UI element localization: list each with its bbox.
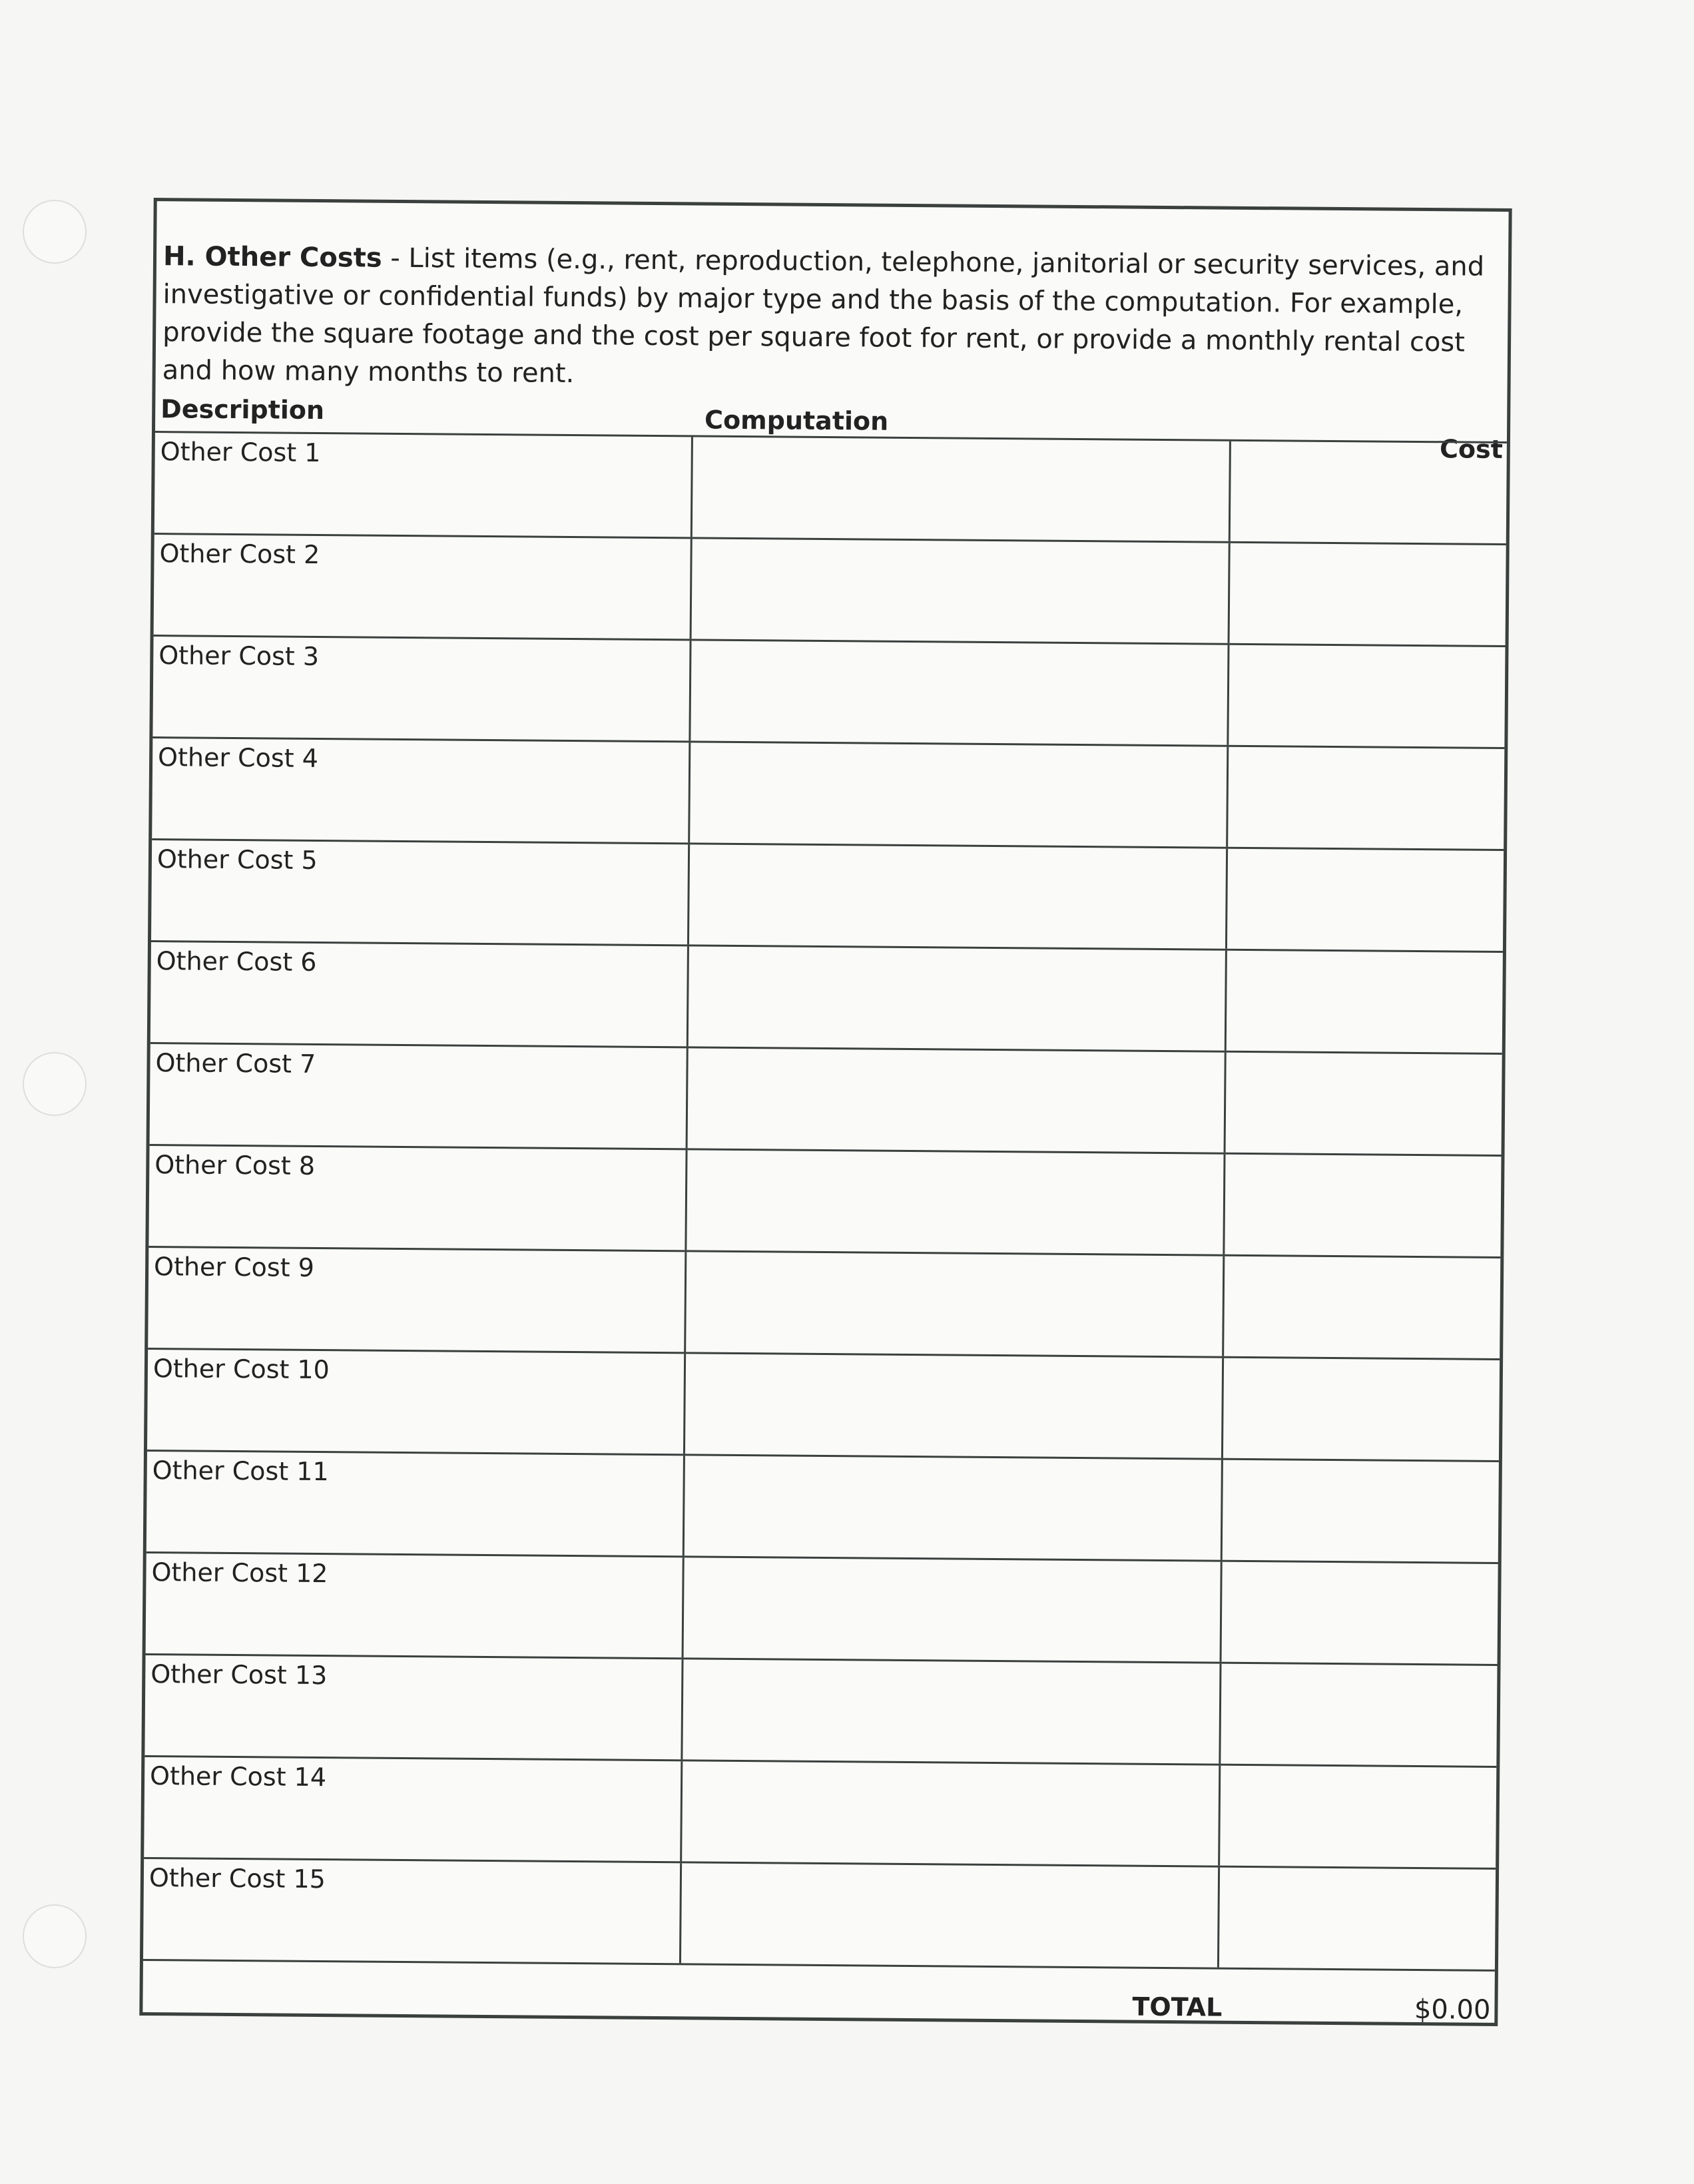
computation-cell[interactable] [684,1557,1223,1661]
cost-cell[interactable] [1231,441,1507,543]
description-cell[interactable] [148,1248,687,1352]
description-cell[interactable] [150,942,689,1046]
header-description: Description [160,394,325,425]
title-separator: - [382,242,409,274]
row-description: Other Cost 9 [153,1252,315,1282]
instructions-text: List items (e.g., rent, reproduction, telephone, janitorial or security services, and investigative or confidential funds) by major type and the basis of the computation. For example, provide the square footage and the cost per square foot for rent, or provide a monthly rental cost and how many months to rent. [162,243,1485,389]
table-row [147,1350,1500,1462]
cost-cell[interactable] [1227,849,1504,951]
cost-cell[interactable] [1229,645,1505,747]
description-cell[interactable] [152,637,691,740]
cost-cell[interactable] [1222,1562,1498,1664]
description-cell[interactable] [150,1044,689,1148]
table-row [150,942,1503,1055]
cost-cell[interactable] [1227,951,1503,1053]
computation-cell[interactable] [688,1048,1227,1152]
description-cell[interactable] [154,535,693,639]
row-description: Other Cost 2 [159,539,320,570]
cost-cell[interactable] [1221,1664,1497,1766]
table-row [146,1553,1498,1666]
row-description: Other Cost 15 [148,1863,326,1894]
table-row [144,1655,1497,1768]
table-row [154,433,1507,545]
cost-cell[interactable] [1223,1460,1499,1562]
table-row [144,1757,1496,1870]
table-row [154,535,1506,647]
description-cell[interactable] [152,738,691,842]
row-description: Other Cost 14 [149,1761,327,1792]
row-description: Other Cost 8 [154,1150,316,1181]
row-description: Other Cost 5 [156,844,318,875]
punch-hole [23,1904,87,1968]
computation-cell[interactable] [690,742,1229,846]
row-description: Other Cost 6 [156,946,317,977]
table-row [152,637,1505,749]
computation-cell[interactable] [693,437,1231,541]
table-row [146,1452,1499,1564]
table-row [148,1146,1501,1258]
table-row [148,1248,1500,1360]
computation-cell[interactable] [687,1150,1225,1254]
row-description: Other Cost 4 [157,742,319,773]
computation-cell[interactable] [692,539,1231,643]
row-description: Other Cost 13 [150,1659,328,1691]
computation-cell[interactable] [686,1252,1225,1356]
row-description: Other Cost 11 [152,1456,329,1487]
punch-hole [23,1052,87,1116]
total-label: TOTAL [1132,1992,1223,2022]
table-row [152,738,1504,851]
cost-cell[interactable] [1219,1868,1496,1970]
computation-cell[interactable] [681,1863,1220,1967]
table-row [150,1044,1502,1157]
description-cell[interactable] [147,1350,686,1454]
row-description: Other Cost 12 [151,1557,328,1589]
header-computation: Computation [704,405,889,436]
cost-cell[interactable] [1220,1766,1496,1868]
description-cell[interactable] [154,433,693,537]
description-cell[interactable] [144,1655,683,1759]
description-cell[interactable] [143,1859,682,1963]
cost-cell[interactable] [1225,1155,1501,1256]
computation-cell[interactable] [689,844,1228,948]
cost-cell[interactable] [1230,543,1506,645]
description-cell[interactable] [151,840,690,944]
computation-cell[interactable] [683,1659,1221,1763]
description-cell[interactable] [148,1146,687,1250]
computation-cell[interactable] [691,641,1229,744]
other-costs-form [139,198,1512,2026]
punch-hole [23,200,87,264]
cost-cell[interactable] [1228,747,1504,849]
table-row [143,1859,1496,1972]
row-description: Other Cost 1 [160,437,321,468]
computation-cell[interactable] [685,1456,1223,1559]
row-description: Other Cost 7 [155,1048,316,1079]
total-value: $0.00 [1414,1994,1491,2026]
description-cell[interactable] [146,1553,685,1657]
cost-cell[interactable] [1223,1358,1500,1460]
computation-cell[interactable] [689,946,1227,1050]
section-title: H. Other Costs [162,241,382,274]
row-description: Other Cost 10 [152,1354,330,1385]
description-cell[interactable] [146,1452,685,1555]
description-cell[interactable] [144,1757,683,1861]
header-cost: Cost [1439,434,1504,464]
row-description: Other Cost 3 [158,641,320,672]
other-costs-table [143,431,1507,1972]
section-instructions [162,238,1495,400]
cost-cell[interactable] [1224,1256,1500,1358]
table-row [151,840,1504,953]
computation-cell[interactable] [682,1761,1221,1865]
cost-cell[interactable] [1226,1053,1502,1155]
computation-cell[interactable] [685,1354,1224,1458]
